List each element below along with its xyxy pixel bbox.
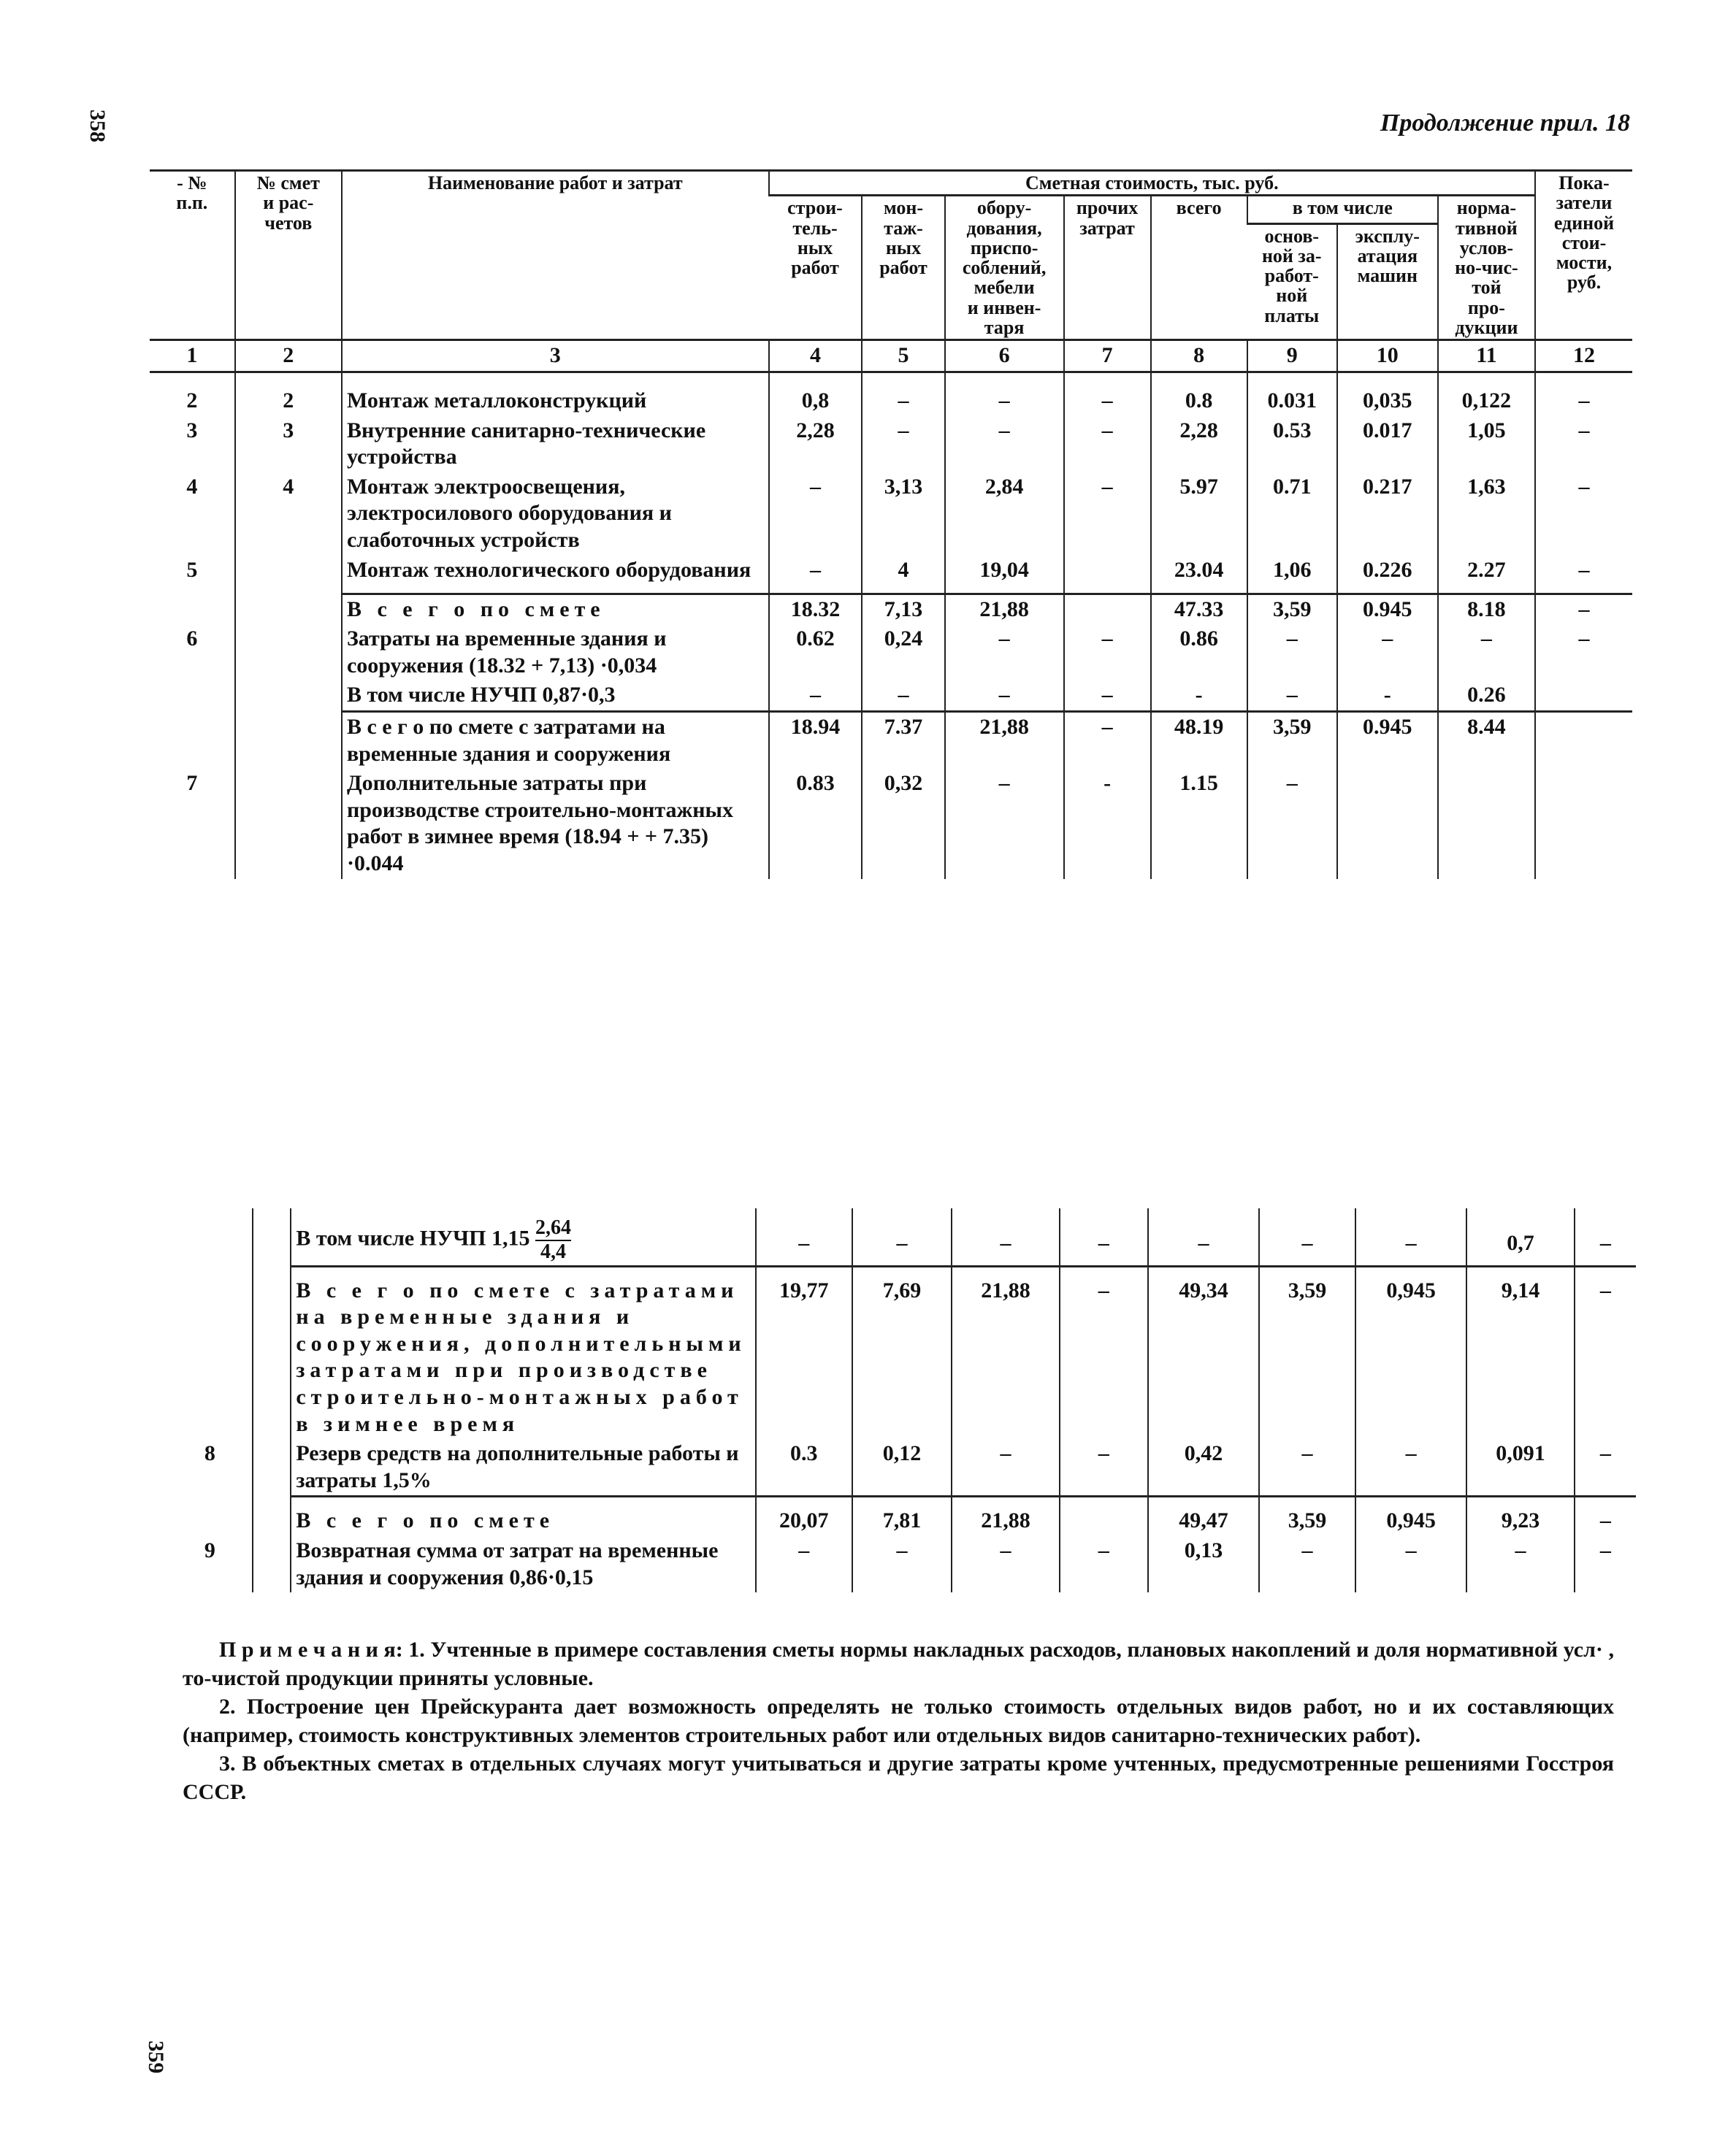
column-number: 6 [945,340,1064,372]
header-estimate-no: № смет и рас- четов [235,171,342,340]
cell-normative: – [1438,624,1535,680]
cell-other: – [1064,472,1151,556]
header-row-1 [150,171,1632,196]
cell-normative: 9,14 [1466,1266,1574,1439]
cell-other: – [1064,712,1151,770]
cell-installation: 7,69 [852,1266,952,1439]
cell-normative [1438,769,1535,878]
row-number [168,1266,253,1439]
cell-unit-cost: – [1575,1497,1636,1536]
cell-total: 47.33 [1151,594,1247,624]
cell-total: - [1151,680,1247,711]
work-name: В с е г о по смете [342,594,769,624]
cell-machines: 0.217 [1337,472,1438,556]
table-row [150,416,1632,472]
cell-machines: 0,035 [1337,372,1438,415]
cell-construction: 18.94 [769,712,862,770]
estimate-table-lower [168,1208,1636,1592]
cell-unit-cost: – [1535,556,1632,594]
page-number-top: 358 [85,110,110,142]
cell-wages: – [1259,1536,1355,1592]
row-number: 9 [204,1538,215,1562]
work-name: Возвратная сумма от затрат на временные здания и сооружения 0,86·0,15 [291,1536,756,1592]
cell-construction: 0,8 [769,372,862,415]
cell-wages: – [1259,1208,1355,1266]
cell-equipment: – [945,769,1064,878]
work-name [291,1266,756,1439]
column-number: 12 [1535,340,1632,372]
cell-construction: – [769,472,862,556]
cell-other: – [1064,416,1151,472]
estimate-number [235,769,342,878]
cell-installation: 7,13 [862,594,944,624]
column-number-row [150,340,1632,372]
table-row [150,680,1632,711]
cell-installation: 0,12 [852,1439,952,1497]
cell-construction: 19,77 [756,1266,852,1439]
cell-total: 0,42 [1148,1439,1260,1497]
cell-equipment: 19,04 [945,556,1064,594]
cell-total: 2,28 [1151,416,1247,472]
cell-total: 0.86 [1151,624,1247,680]
column-number: 10 [1337,340,1438,372]
cell-normative: 0,7 [1466,1208,1574,1266]
cell-other: – [1064,372,1151,415]
cell-normative: 1,05 [1438,416,1535,472]
cell-installation: 7,81 [852,1497,952,1536]
cell-installation: 4 [862,556,944,594]
table-row [150,624,1632,680]
cell-wages: 3,59 [1259,1266,1355,1439]
estimate-number [235,556,342,594]
cell-normative: 1,63 [1438,472,1535,556]
fraction-numerator: 2,64 [535,1216,571,1239]
header-machines: эксплу- атация машин [1337,223,1438,340]
header-unit-cost: Пока- затели единой стои- мости, руб. [1535,171,1632,340]
work-name: Дополнительные затраты при производстве строительно-монтажных работ в зимнее время (18.94 + + 7.35) ·0.044 [342,769,769,878]
cell-machines: 0.945 [1337,594,1438,624]
cell-normative: 0,122 [1438,372,1535,415]
work-name: Монтаж электроосвещения, электросилового оборудования и слаботочных устройств [342,472,769,556]
cell-total: 48.19 [1151,712,1247,770]
cell-unit-cost: – [1575,1536,1636,1592]
table-row [150,556,1632,594]
header-total: всего [1151,196,1247,340]
cell-unit-cost [1535,712,1632,770]
table-row [150,769,1632,878]
cell-wages: 0.031 [1247,372,1337,415]
cell-other: - [1064,769,1151,878]
cell-normative: 8.18 [1438,594,1535,624]
row-number: 2 [186,388,198,413]
work-name: Резерв средств на дополнительные работы и затраты 1,5% [291,1439,756,1497]
cell-unit-cost: – [1535,472,1632,556]
cell-unit-cost [1535,680,1632,711]
cell-equipment: – [945,680,1064,711]
cell-equipment: – [945,416,1064,472]
work-name: Монтаж технологического оборудования [342,556,769,594]
cell-machines: – [1355,1439,1467,1497]
header-other: прочих затрат [1064,196,1151,340]
table-row [168,1497,1636,1536]
cell-wages: – [1247,769,1337,878]
note-3: 3. В объектных сметах в отдельных случаях могут учитываться и другие затраты кроме учтенных, предусмотренные решениями Госстроя СССР. [183,1752,1614,1804]
spacer-cell [253,1208,291,1266]
estimate-number: 3 [235,416,342,472]
cell-normative: 2.27 [1438,556,1535,594]
cell-unit-cost: – [1535,372,1632,415]
cell-construction: – [769,556,862,594]
work-name-text: В с е г о по смете [296,1508,555,1533]
cell-machines: – [1355,1536,1467,1592]
header-number: - № п.п. [150,171,235,340]
cell-installation: 0,24 [862,624,944,680]
cell-equipment: – [952,1439,1059,1497]
cell-normative: 0.26 [1438,680,1535,711]
cell-installation: 0,32 [862,769,944,878]
work-name-prefix: В том числе НУЧП 1,15 [296,1226,530,1251]
cell-wages: 3,59 [1247,712,1337,770]
cell-construction: 0.3 [756,1439,852,1497]
cell-wages: – [1247,680,1337,711]
cell-other: – [1064,680,1151,711]
notes-section [183,1635,1614,1806]
column-number: 5 [862,340,944,372]
cell-other: – [1060,1439,1148,1497]
column-number: 9 [1247,340,1337,372]
cell-wages: 3,59 [1259,1497,1355,1536]
cell-installation: – [852,1208,952,1266]
table-row [168,1439,1636,1497]
table-row [150,712,1632,770]
table-row [168,1536,1636,1592]
table-row [150,372,1632,415]
estimate-number: 4 [235,472,342,556]
cell-wages: 1,06 [1247,556,1337,594]
cell-machines: 0.017 [1337,416,1438,472]
work-name [291,1497,756,1536]
cell-other [1064,594,1151,624]
note-1: П р и м е ч а н и я: 1. Учтенные в примере составления сметы нормы накладных расходов, плановых накоплений и доля нормативной усл· , то-чистой продукции приняты условные. [183,1638,1614,1690]
table-row [150,472,1632,556]
header-construction: строи- тель- ных работ [769,196,862,340]
cell-other: – [1060,1266,1148,1439]
cell-total: 49,34 [1148,1266,1260,1439]
cell-unit-cost: – [1535,594,1632,624]
cell-machines: 0,945 [1355,1497,1467,1536]
column-number: 11 [1438,340,1535,372]
cell-other: – [1060,1536,1148,1592]
cell-construction: 20,07 [756,1497,852,1536]
cell-construction: 18.32 [769,594,862,624]
work-name-text: В с е г о по смете с затратами на временные здания и сооружения, дополнительными затратами при производстве строительно-монтажных работ в зимнее время [296,1278,746,1436]
work-name: Монтаж металлоконструкций [342,372,769,415]
work-name [291,1208,756,1266]
cell-construction: 2,28 [769,416,862,472]
header-normative: норма- тивной услов- но-чис- той про- дукции [1438,196,1535,340]
cell-wages: 0.71 [1247,472,1337,556]
cell-unit-cost: – [1575,1208,1636,1266]
row-number [150,594,235,624]
note-2: 2. Построение цен Прейскуранта дает возможность определять не только стоимость отдельных видов работ, но и их составляющих (например, стоимость конструктивных элементов строительных работ или отдельных видов санитарно-технических работ). [183,1695,1614,1747]
header-equipment: обору- дования, приспо- соблений, мебели и инвен- таря [945,196,1064,340]
cell-equipment: 21,88 [945,712,1064,770]
row-number [168,1208,253,1266]
header-wages: основ- ной за- работ- ной платы [1247,223,1337,340]
running-head: Продолжение прил. 18 [1380,110,1630,137]
cell-equipment: 21,88 [952,1497,1059,1536]
cell-installation: – [862,372,944,415]
estimate-number [235,594,342,624]
page-number-bottom: 359 [144,2041,168,2073]
table-row [150,594,1632,624]
table-row [168,1266,1636,1439]
row-number: 4 [186,474,198,499]
work-name: Внутренние санитарно-технические устройства [342,416,769,472]
cell-total: – [1148,1208,1260,1266]
cell-equipment: 2,84 [945,472,1064,556]
row-number: 3 [186,418,198,442]
cell-installation: 3,13 [862,472,944,556]
cell-total: 1.15 [1151,769,1247,878]
work-name: Затраты на временные здания и сооружения (18.32 + 7,13) ·0,034 [342,624,769,680]
row-number [150,712,235,770]
cell-equipment: – [945,624,1064,680]
fraction [535,1217,571,1264]
column-number: 1 [150,340,235,372]
row-number: 5 [186,557,198,582]
cell-construction: – [769,680,862,711]
cell-construction: 0.83 [769,769,862,878]
header-including: в том числе [1247,196,1438,223]
cell-installation: – [862,416,944,472]
cell-normative: 0,091 [1466,1439,1574,1497]
spacer-cell [253,1266,291,1439]
cell-unit-cost: – [1535,416,1632,472]
cell-machines [1337,769,1438,878]
column-number: 3 [342,340,769,372]
cell-installation: – [852,1536,952,1592]
work-name: В том числе НУЧП 0,87·0,3 [342,680,769,711]
column-number: 7 [1064,340,1151,372]
column-number: 4 [769,340,862,372]
estimate-number [235,624,342,680]
cell-other [1060,1497,1148,1536]
table-row [168,1208,1636,1266]
estimate-number [235,680,342,711]
cell-wages: 3,59 [1247,594,1337,624]
cell-installation: – [862,680,944,711]
column-number: 8 [1151,340,1247,372]
cell-construction: – [756,1536,852,1592]
estimate-table-upper [150,169,1632,879]
column-number: 2 [235,340,342,372]
cell-other [1064,556,1151,594]
estimate-number: 2 [235,372,342,415]
cell-machines: 0.226 [1337,556,1438,594]
cell-total: 5.97 [1151,472,1247,556]
cell-equipment: – [945,372,1064,415]
row-number [150,680,235,711]
cell-machines: 0,945 [1355,1266,1467,1439]
header-installation: мон- таж- ных работ [862,196,944,340]
work-name: В с е г о по смете с затратами на временные здания и сооружения [342,712,769,770]
cell-normative: 9,23 [1466,1497,1574,1536]
cell-unit-cost: – [1575,1439,1636,1497]
cell-equipment: – [952,1208,1059,1266]
cell-unit-cost: – [1535,624,1632,680]
cell-normative: – [1466,1536,1574,1592]
cell-unit-cost: – [1575,1266,1636,1439]
cell-total: 0.8 [1151,372,1247,415]
cell-wages: – [1259,1439,1355,1497]
cell-construction: 0.62 [769,624,862,680]
row-number [168,1497,253,1536]
header-work-name: Наименование работ и затрат [342,171,769,340]
cell-machines: – [1337,624,1438,680]
cell-unit-cost [1535,769,1632,878]
cell-other: – [1064,624,1151,680]
spacer-cell [253,1536,291,1592]
cell-construction: – [756,1208,852,1266]
row-number: 7 [186,771,198,796]
cell-normative: 8.44 [1438,712,1535,770]
cell-equipment: 21,88 [945,594,1064,624]
cell-machines: 0.945 [1337,712,1438,770]
cell-equipment: 21,88 [952,1266,1059,1439]
cell-machines: - [1337,680,1438,711]
cell-installation: 7.37 [862,712,944,770]
fraction-denominator: 4,4 [535,1240,571,1264]
cell-total: 0,13 [1148,1536,1260,1592]
row-number: 8 [204,1441,215,1466]
spacer-cell [253,1439,291,1497]
estimate-number [235,712,342,770]
spacer-cell [253,1497,291,1536]
cell-other: – [1060,1208,1148,1266]
cell-total: 23.04 [1151,556,1247,594]
cell-wages: – [1247,624,1337,680]
cell-wages: 0.53 [1247,416,1337,472]
cell-equipment: – [952,1536,1059,1592]
cell-total: 49,47 [1148,1497,1260,1536]
cell-machines: – [1355,1208,1467,1266]
header-cost-group: Сметная стоимость, тыс. руб. [769,171,1535,196]
row-number: 6 [186,626,198,651]
